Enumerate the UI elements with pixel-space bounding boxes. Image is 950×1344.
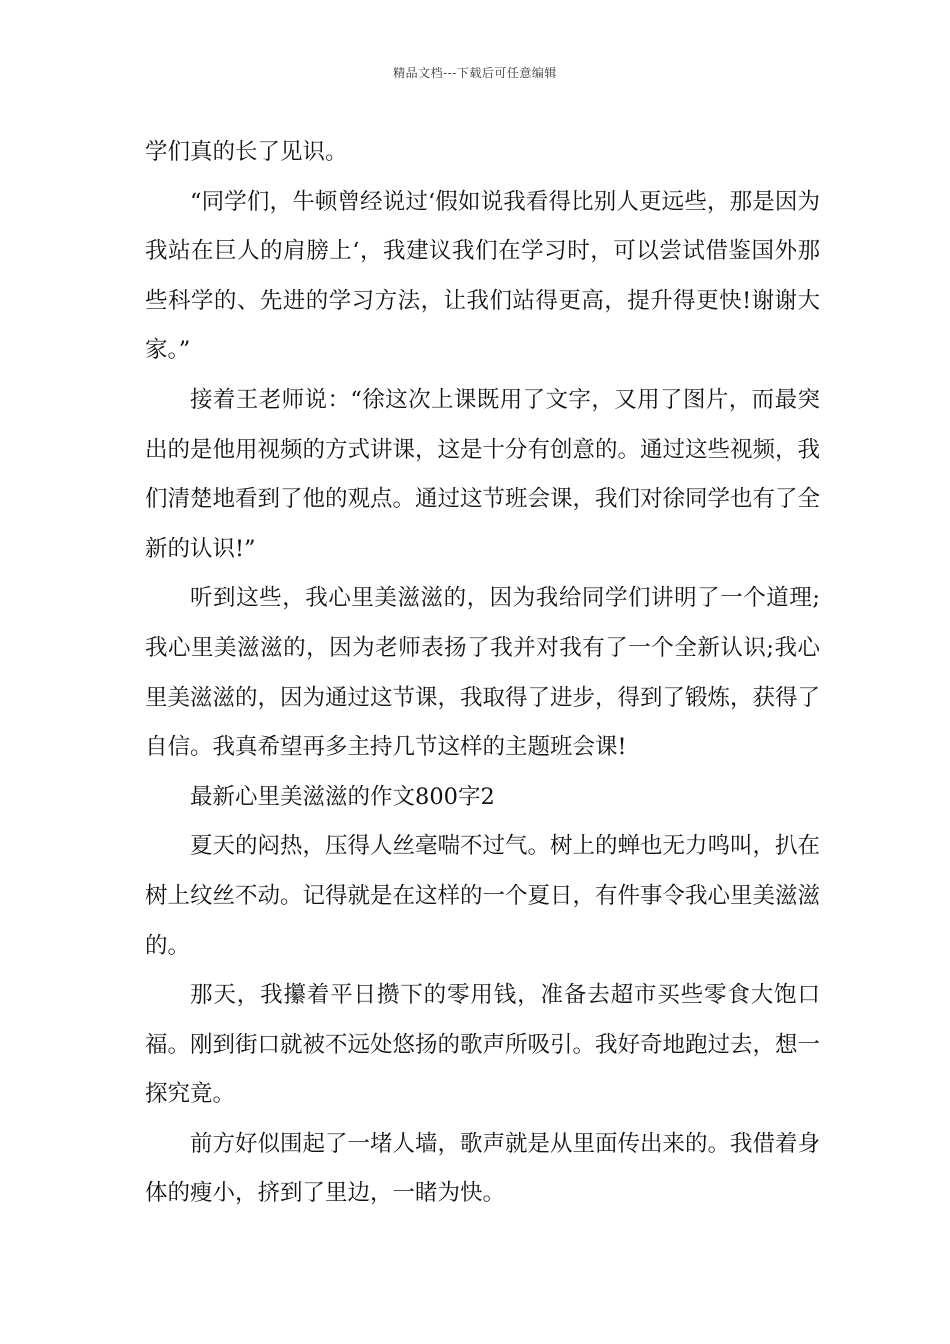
paragraph: 前方好似围起了一堵人墙，歌声就是从里面传出来的。我借着身体的瘦小，挤到了里边，一睹为快。 — [145, 1130, 821, 1207]
paragraph: “同学们，牛顿曾经说过‘假如说我看得比别人更远些，那是因为我站在巨人的肩膀上‘，我建议我们在学习时，可以尝试借鉴国外那些科学的、先进的学习方法，让我们站得更高，提升得更快!谢谢大家。” — [145, 188, 820, 364]
paragraph: 听到这些，我心里美滋滋的，因为我给同学们讲明了一个道理;我心里美滋滋的，因为老师表扬了我并对我有了一个全新认识;我心里美滋滋的，因为通过这节课，我取得了进步，得到了锻炼，获得了自信。我真希望再多主持几节这样的主题班会课! — [145, 585, 821, 761]
page-header: 精品文档---下载后可任意编辑 — [393, 66, 557, 80]
paragraph: 学们真的长了见识。 — [145, 139, 348, 165]
document-body — [145, 128, 820, 1219]
paragraph: 夏天的闷热，压得人丝毫喘不过气。树上的蝉也无力鸣叫，扒在树上纹丝不动。记得就是在这样的一个夏日，有件事令我心里美滋滋的。 — [145, 833, 821, 959]
paragraph: 接着王老师说：“徐这次上课既用了文字，又用了图片，而最突出的是他用视频的方式讲课，这是十分有创意的。通过这些视频，我们清楚地看到了他的观点。通过这节班会课，我们对徐同学也有了全新的认识!” — [145, 386, 821, 562]
section-title: 最新心里美滋滋的作文800字2 — [190, 783, 495, 810]
paragraph: 那天，我攥着平日攒下的零用钱，准备去超市买些零食大饱口福。刚到街口就被不远处悠扬的歌声所吸引。我好奇地跑过去，想一探究竟。 — [145, 982, 821, 1108]
